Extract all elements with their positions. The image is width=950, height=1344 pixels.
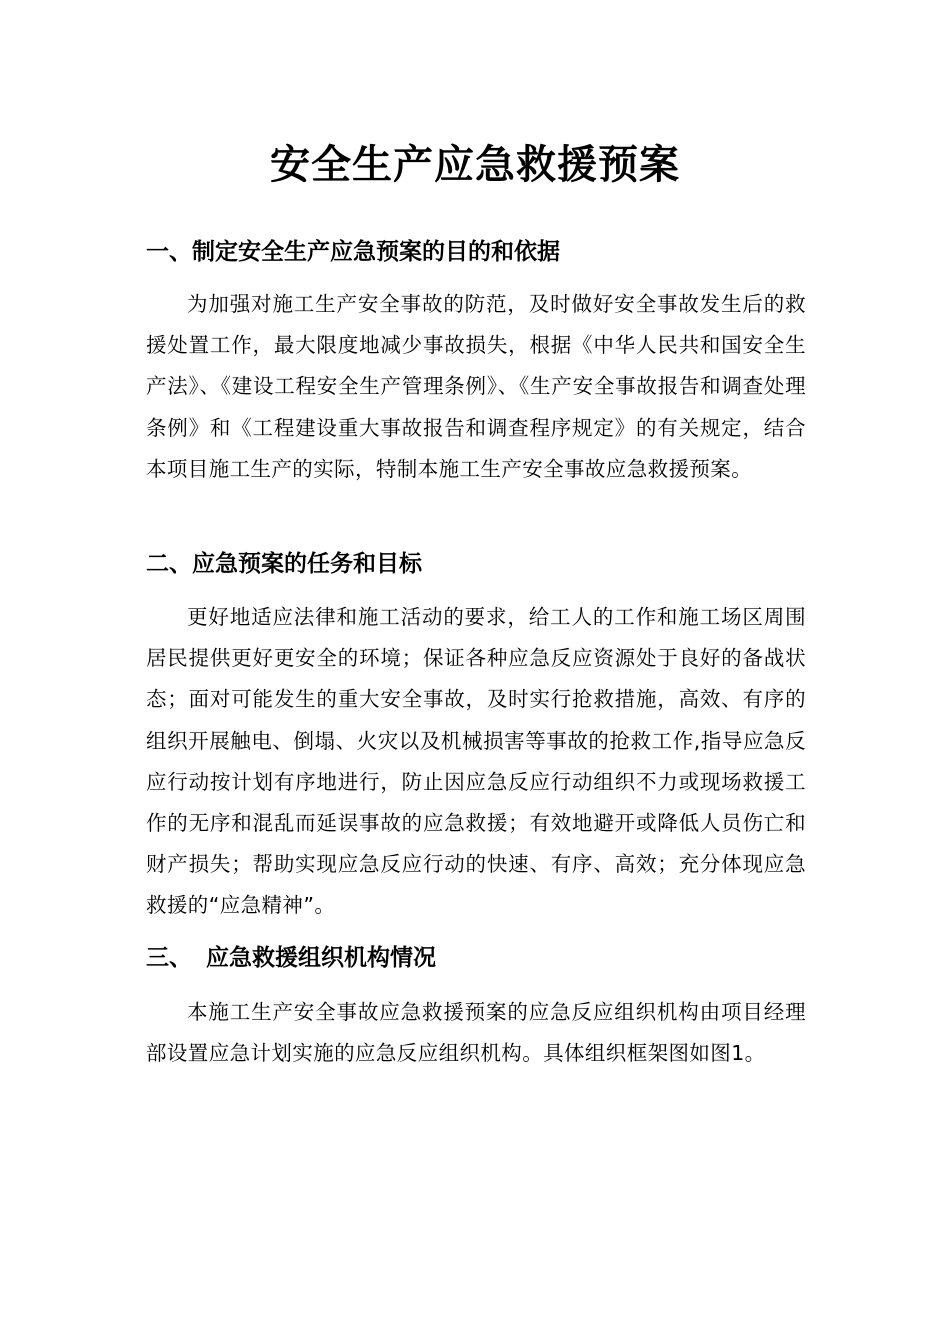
section-2-body: 更好地适应法律和施工活动的要求，给工人的工作和施工场区周围居民提供更好更安全的环境；保证各种应急反应资源处于良好的备战状态；面对可能发生的重大安全事故，及时实行抢救措施，高效、有序的组织开展触电、倒塌、火灾以及机械损害等事故的抢救工作,指导应急反应行动按计划有序地进行，防止因应急反应行动组织不力或现场救援工作的无序和混乱而延误事故的应急救援；有效地避开或降低人员伤亡和财产损失；帮助实现应急反应行动的快速、有序、高效；充分体现应急救援的“应急精神”。 — [146, 605, 806, 918]
section-3-heading-text: 应急救援组织机构情况 — [206, 945, 436, 971]
section-3-body: 本施工生产安全事故应急救援预案的应急反应组织机构由项目经理部设置应急计划实施的应急反应组织机构。具体组织框架图如图1。 — [146, 1000, 806, 1066]
section-3-heading-number: 三、 — [146, 945, 192, 971]
section-1-heading: 一、制定安全生产应急预案的目的和依据 — [146, 239, 560, 265]
document-title: 安全生产应急救援预案 — [270, 141, 680, 188]
section-3-heading — [146, 942, 826, 974]
section-2-heading: 二、应急预案的任务和目标 — [146, 551, 422, 577]
section-1-body: 为加强对施工生产安全事故的防范，及时做好安全事故发生后的救援处置工作，最大限度地减少事故损失，根据《中华人民共和国安全生产法》、《建设工程安全生产管理条例》、《生产安全事故报告和调查处理条例》和《工程建设重大事故报告和调查程序规定》的有关规定，结合本项目施工生产的实际，特制本施工生产安全事故应急救援预案。 — [146, 292, 806, 481]
